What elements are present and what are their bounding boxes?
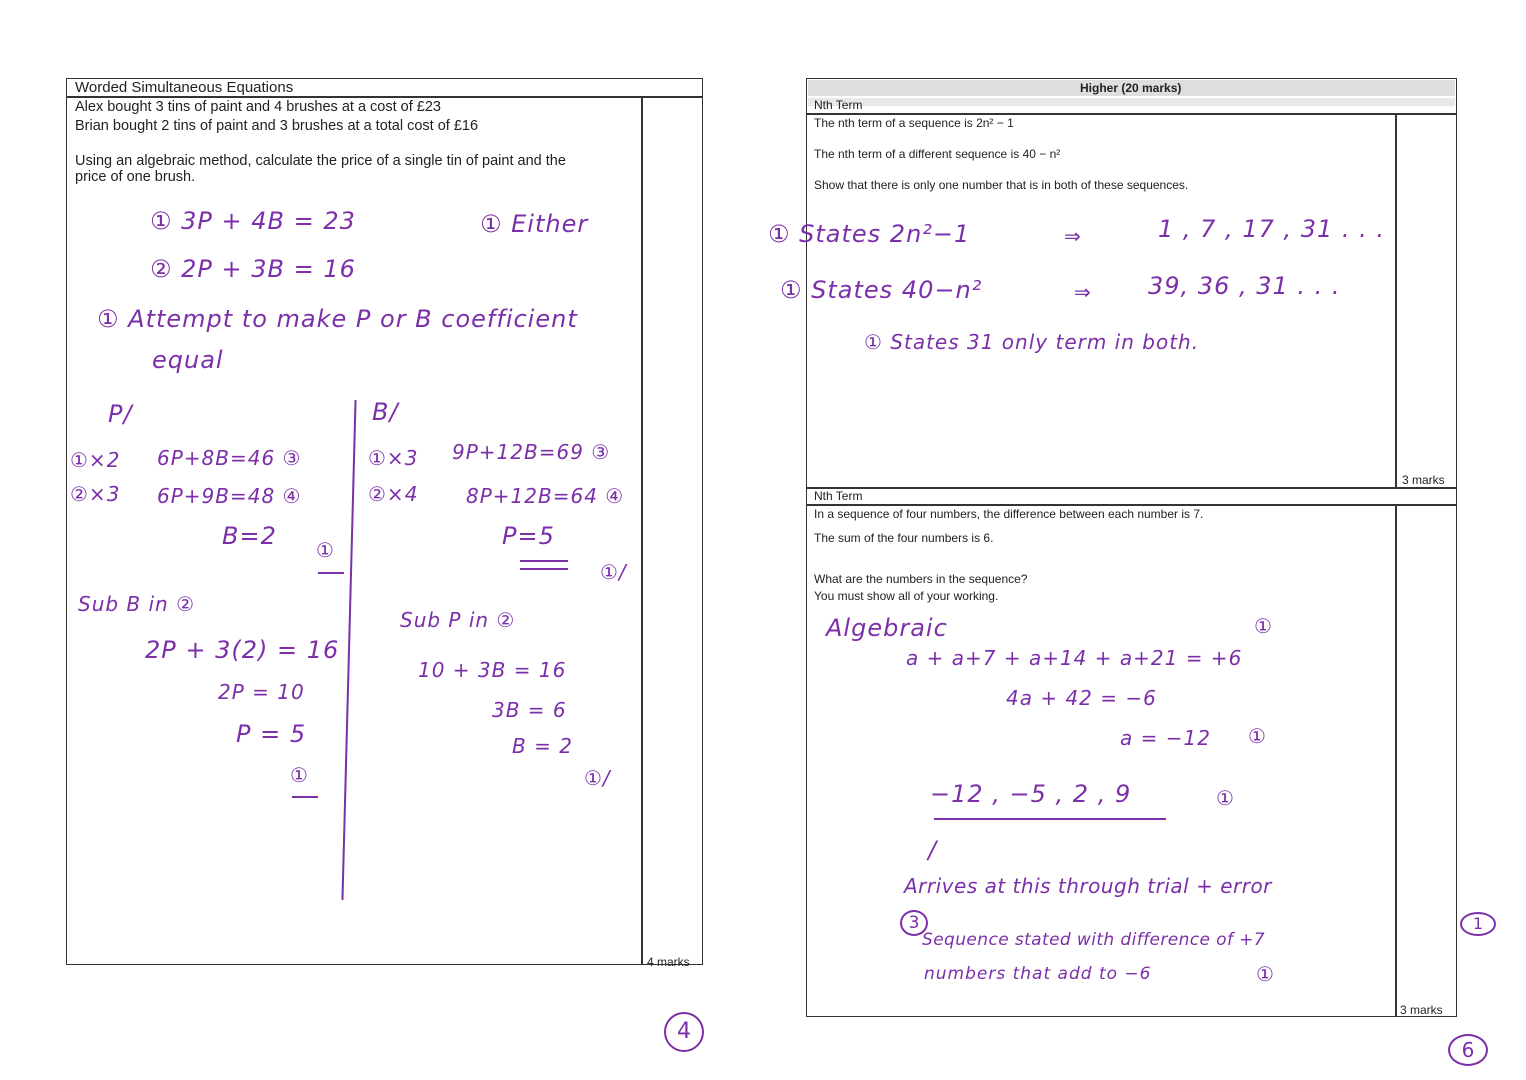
q2-line-1: In a sequence of four numbers, the difference between each number is 7. [814, 507, 1204, 521]
hw-multiply-2: ②×3 [70, 482, 121, 506]
hw-p-double-underline [520, 560, 568, 570]
hw-attempt-line-1: ① Attempt to make P or B coefficient [97, 305, 578, 333]
q1-marks-label: 3 marks [1402, 473, 1445, 487]
q1-marks-divider [1395, 113, 1397, 488]
hw-multiply-1: ①×2 [70, 448, 121, 472]
q2-hw-arrives: Arrives at this through trial + error [904, 874, 1272, 898]
q2-hw-mark-b: ① [1248, 724, 1267, 748]
q1-hw-arrow-1: ⇒ [1064, 224, 1082, 248]
hw-mark-a: ① [316, 538, 335, 562]
q1-hw-arrow-2: ⇒ [1074, 280, 1092, 304]
right-total-score: 6 [1448, 1034, 1488, 1066]
q1-line-2: The nth term of a different sequence is 40 − n² [814, 147, 1061, 161]
hw-b-multiply-2: ②×4 [368, 482, 419, 506]
q2-marks-divider [1395, 504, 1397, 1016]
q2-hw-equation-3: a = −12 [1120, 726, 1211, 750]
q2-hw-equation-2: 4a + 42 = −6 [1006, 686, 1157, 710]
hw-sub-b-line-1: 2P + 3(2) = 16 [145, 636, 340, 664]
hw-underline-c [292, 796, 318, 798]
q1-hw-state-1: ① States 2n²−1 [768, 220, 971, 248]
q2-hw-sequence-stated: Sequence stated with difference of +7 [922, 930, 1266, 950]
hw-p-eq-1: 6P+8B=46 ③ [157, 446, 302, 470]
hw-either: ① Either [480, 210, 589, 238]
left-instruction-2: price of one brush. [75, 169, 196, 185]
q2-top-divider [806, 487, 1457, 489]
hw-mark-d: ①/ [584, 766, 611, 790]
hw-equation-2: ② 2P + 3B = 16 [150, 255, 356, 283]
q1-line-3: Show that there is only one number that is in both of these sequences. [814, 178, 1189, 192]
left-line-1: Alex bought 3 tins of paint and 4 brushes at a cost of £23 [75, 99, 441, 115]
left-marks-label: 4 marks [647, 955, 690, 969]
left-heading: Worded Simultaneous Equations [75, 79, 294, 96]
q2-title-divider [806, 504, 1457, 506]
hw-b-eq-2: 8P+12B=64 ④ [466, 484, 625, 508]
q2-hw-slash: / [928, 836, 938, 864]
q2-hw-mark-a: ① [1254, 614, 1273, 638]
hw-p-eq-2: 6P+9B=48 ④ [157, 484, 302, 508]
q1-title-divider [806, 113, 1457, 115]
q1-hw-state-3: ① States 31 only term in both. [864, 330, 1200, 354]
q2-hw-mark-e: ① [1256, 962, 1275, 986]
left-instruction-1: Using an algebraic method, calculate the price of a single tin of paint and the [75, 153, 566, 169]
left-total-score: 4 [664, 1012, 704, 1052]
q1-hw-sequence-1: 1 , 7 , 17 , 31 . . . [1158, 215, 1386, 243]
q2-hw-numbers-add: numbers that add to −6 [924, 964, 1152, 984]
q2-hw-answer-underline [934, 818, 1166, 820]
left-line-2: Brian bought 2 tins of paint and 3 brushes at a total cost of £16 [75, 118, 479, 134]
hw-sub-b-line-3: P = 5 [236, 720, 307, 748]
hw-p-heading: P/ [108, 400, 133, 428]
hw-p-result: P=5 [502, 522, 555, 550]
q2-hw-algebraic: Algebraic [826, 614, 948, 642]
hw-b-heading: B/ [372, 398, 399, 426]
hw-sub-p-line-3: B = 2 [512, 734, 573, 758]
hw-sub-p-line-2: 3B = 6 [492, 698, 567, 722]
left-heading-divider [66, 96, 703, 98]
q2-hw-mark-d: 1 [1460, 912, 1496, 936]
q2-hw-three-circle: 3 [900, 910, 928, 936]
hw-b-result: B=2 [222, 522, 277, 550]
q2-line-2: The sum of the four numbers is 6. [814, 531, 994, 545]
hw-mark-c: ① [290, 763, 309, 787]
q1-line-1: The nth term of a sequence is 2n² − 1 [814, 116, 1014, 130]
hw-sub-p: Sub P in ② [400, 608, 516, 632]
q2-title: Nth Term [814, 489, 863, 503]
q2-marks-label: 3 marks [1400, 1003, 1443, 1017]
q2-hw-mark-c: ① [1216, 786, 1235, 810]
q2-hw-equation: a + a+7 + a+14 + a+21 = +6 [906, 646, 1243, 670]
q1-hw-sequence-2: 39, 36 , 31 . . . [1148, 272, 1341, 300]
q2-line-4: You must show all of your working. [814, 589, 999, 603]
right-banner-title: Higher (20 marks) [1080, 81, 1182, 95]
q2-hw-answer: −12 , −5 , 2 , 9 [930, 780, 1132, 808]
hw-sub-b-line-2: 2P = 10 [218, 680, 305, 704]
hw-b-eq-1: 9P+12B=69 ③ [452, 440, 611, 464]
hw-sub-b: Sub B in ② [78, 592, 196, 616]
hw-mark-b: ①/ [600, 560, 627, 584]
hw-attempt-line-2: equal [152, 346, 224, 374]
q1-title: Nth Term [814, 98, 863, 112]
hw-sub-p-line-1: 10 + 3B = 16 [418, 658, 567, 682]
q2-line-3: What are the numbers in the sequence? [814, 572, 1028, 586]
right-banner-2 [808, 98, 1455, 106]
q1-hw-state-2: ① States 40−n² [780, 276, 983, 304]
hw-b-multiply-1: ①×3 [368, 446, 419, 470]
hw-underline-a [318, 572, 344, 574]
left-marks-divider [641, 96, 643, 964]
hw-equation-1: ① 3P + 4B = 23 [150, 207, 356, 235]
